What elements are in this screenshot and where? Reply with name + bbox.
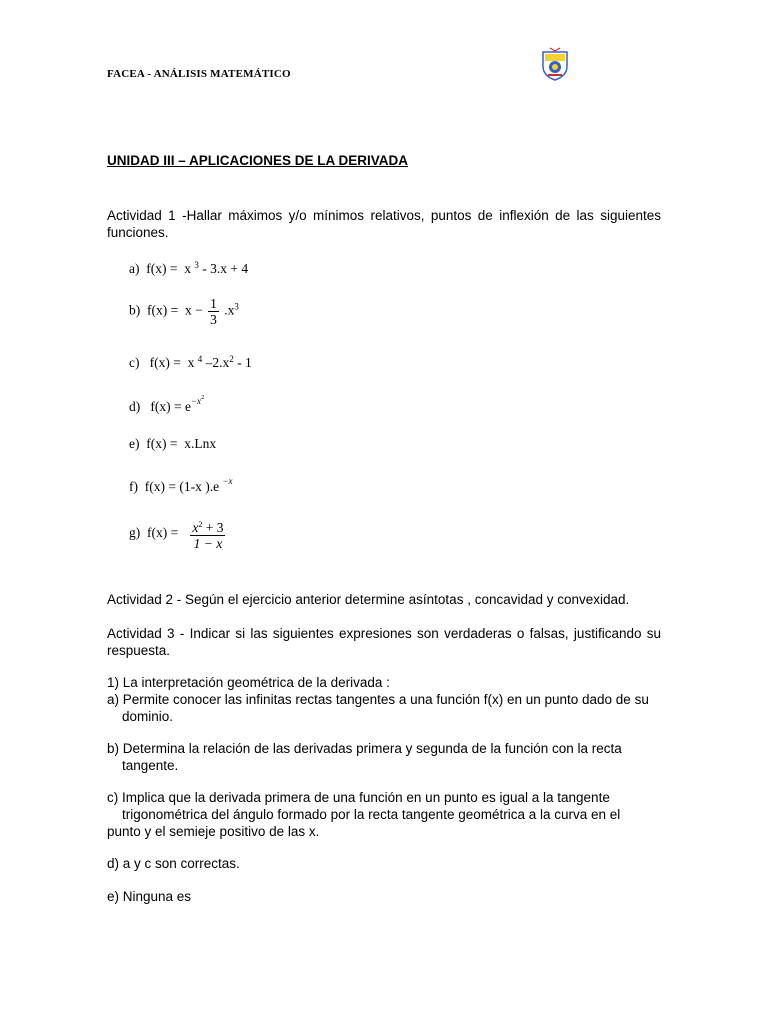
fraction-numerator xyxy=(190,517,225,535)
option-b-line-1: b) Determina la relación de las derivadas primera y segunda de la función con la recta xyxy=(107,741,622,756)
function-term: + 3 xyxy=(205,520,224,535)
function-term: x xyxy=(187,355,195,370)
header-title: FACEA - ANÁLISIS MATEMÁTICO xyxy=(107,68,291,80)
function-lhs: f(x) = xyxy=(147,525,179,541)
fraction xyxy=(190,517,225,551)
exponent: 2 xyxy=(201,394,205,401)
function-term: x xyxy=(184,261,191,276)
fraction-numerator: 1 xyxy=(210,296,217,311)
function-g xyxy=(129,517,227,551)
option-e: e) Ninguna es xyxy=(107,889,192,904)
function-lhs: f(x) = xyxy=(146,261,178,276)
activity-1-statement: Actividad 1 -Hallar máximos y/o mínimos relativos, puntos de inflexión de las siguientes funciones. xyxy=(107,208,661,240)
item-label: f) xyxy=(129,479,138,494)
fraction-denominator: 1 − x xyxy=(190,535,225,551)
function-term: –2.x xyxy=(205,355,230,370)
unit-title: UNIDAD III – APLICACIONES DE LA DERIVADA xyxy=(107,153,409,168)
item-label: b) xyxy=(129,302,141,318)
item-label: g) xyxy=(129,525,141,541)
function-term: x − xyxy=(184,302,203,318)
fraction xyxy=(208,296,219,327)
exponent: 2 xyxy=(229,354,234,364)
function-term: x.Lnx xyxy=(184,436,217,451)
option-c-line-2: trigonométrica del ángulo formado por la recta tangente geométrica a la curva en el xyxy=(122,807,621,822)
option-c-line-1: c) Implica que la derivada primera de una función en un punto es igual a la tangente xyxy=(107,790,610,805)
exponent: −x xyxy=(190,396,202,406)
function-f xyxy=(129,476,233,495)
function-lhs: f(x) = xyxy=(149,355,181,370)
function-lhs: f(x) = (1-x ).e xyxy=(144,479,220,494)
function-lhs: f(x) = e xyxy=(150,399,191,414)
item-label: e) xyxy=(129,436,140,451)
exponent: 4 xyxy=(197,354,203,364)
option-a-line-1: a) Permite conocer las infinitas rectas tangentes a una función f(x) en un punto dado de su xyxy=(107,692,649,707)
function-d xyxy=(129,394,205,415)
exponent: 2 xyxy=(198,520,203,529)
item-label: a) xyxy=(129,261,140,276)
activity-3-statement: Actividad 3 - Indicar si las siguientes expresiones son verdaderas o falsas, justificando su respuesta. xyxy=(107,626,661,658)
function-c xyxy=(129,354,252,371)
option-c-line-3: punto y el semieje positivo de las x. xyxy=(107,824,320,839)
function-lhs: f(x) = xyxy=(146,436,178,451)
fraction-denominator: 3 xyxy=(210,312,217,327)
item-label: d) xyxy=(129,399,141,414)
exponent: 3 xyxy=(234,301,239,312)
activity-2-statement: Actividad 2 - Según el ejercicio anterior determine asíntotas , concavidad y convexidad. xyxy=(107,592,630,607)
function-b xyxy=(129,296,239,327)
function-e xyxy=(129,436,216,452)
function-term: x xyxy=(192,520,199,535)
function-a xyxy=(129,260,248,277)
university-crest-logo xyxy=(540,46,570,82)
option-d: d) a y c son correctas. xyxy=(107,856,240,871)
function-term: - 3.x + 4 xyxy=(202,261,249,276)
exponent: −x xyxy=(222,476,233,486)
function-term: .x xyxy=(224,302,235,318)
function-lhs: f(x) = xyxy=(147,302,179,318)
option-a-line-2: dominio. xyxy=(122,709,174,724)
function-term: - 1 xyxy=(237,355,252,370)
exponent: 3 xyxy=(194,260,199,270)
question-1: 1) La interpretación geométrica de la derivada : xyxy=(107,675,390,690)
option-b-line-2: tangente. xyxy=(122,758,179,773)
item-label: c) xyxy=(129,355,140,370)
